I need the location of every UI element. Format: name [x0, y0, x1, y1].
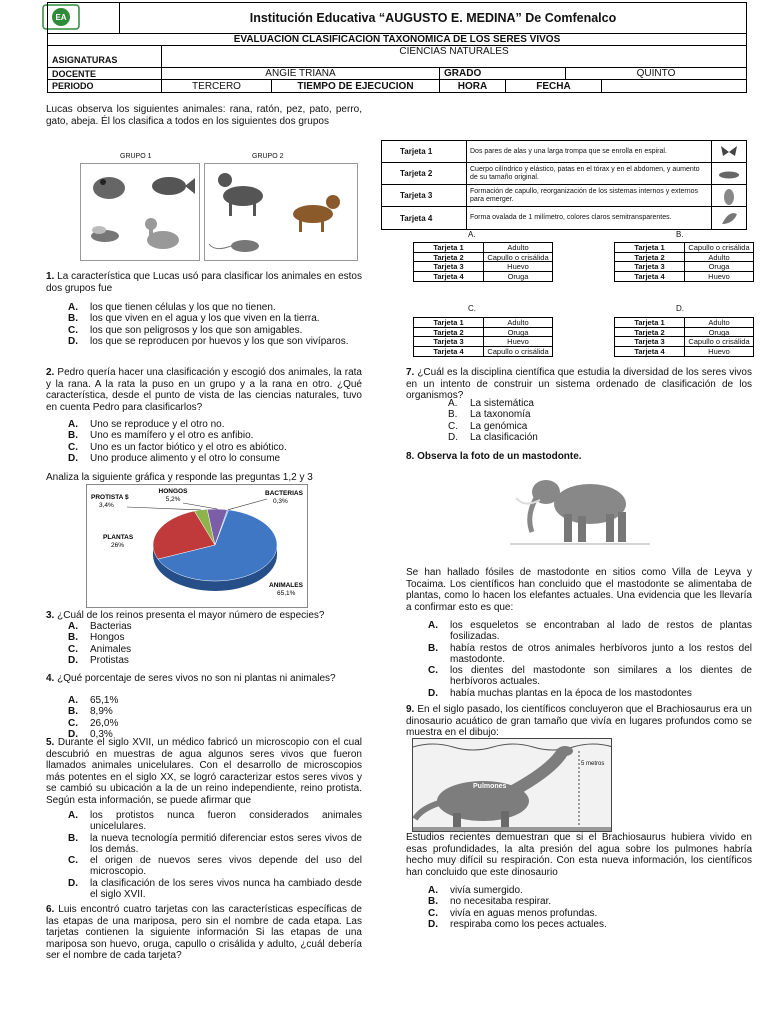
- card-row-1: Tarjeta 1 Dos pares de alas y una larga trompa que se enrolla en espiral.: [382, 141, 746, 163]
- hour-label: HORA: [440, 80, 506, 92]
- q4-option-d[interactable]: D. 0,3%: [68, 728, 113, 740]
- pie-leader-bacterias: [228, 499, 267, 510]
- q9-option-a[interactable]: A. vivía sumergido.: [428, 885, 523, 896]
- q7-option-b[interactable]: B. La taxonomía: [448, 409, 531, 421]
- lungs-label: Pulmones: [473, 783, 507, 790]
- pie-label-bacterias: BACTERIAS: [265, 490, 303, 497]
- q1-options: [68, 302, 362, 347]
- pie-chart-svg: [87, 485, 307, 607]
- q1-option-d[interactable]: D. los que se reproducen por huevos y los que son vivíparos.: [68, 335, 349, 347]
- date-value[interactable]: [602, 80, 746, 92]
- butterfly-icon: [719, 144, 739, 160]
- brachiosaurus-image: [412, 738, 612, 832]
- q1-option-b[interactable]: B. los que viven en el agua y los que viven en la tierra.: [68, 313, 320, 325]
- chart-intro: Analiza la siguiente gráfica y responde las preguntas 1,2 y 3: [46, 472, 313, 483]
- group2-animals-icon: [205, 164, 357, 260]
- q3-option-c[interactable]: C. Animales: [68, 643, 132, 655]
- q7-option-c[interactable]: C. La genómica: [448, 420, 528, 432]
- group2-label: GRUPO 2: [252, 153, 284, 160]
- q2-option-c[interactable]: C. Uno es un factor biótico y el otro es abiótico.: [68, 441, 287, 453]
- caterpillar-icon: [718, 168, 740, 180]
- q8-title: 8. Observa la foto de un mastodonte.: [406, 451, 582, 462]
- q1-text: 1. La característica que Lucas usó para clasificar los animales en estos dos grupos fue: [46, 271, 362, 294]
- q9-text: 9. En el siglo pasado, los científicos concluyeron que el Brachiosaurus era un dinosaurio acuático de gran tamaño que vivía en lugares profundos como se muestra en el dibujo:: [406, 704, 752, 738]
- group1-animals-icon: [81, 164, 199, 260]
- q2-options: [68, 419, 362, 464]
- q5-option-c[interactable]: C. el origen de nuevos seres vivos depende del uso del microscopio.: [68, 855, 362, 878]
- grade-label: GRADO: [440, 68, 566, 79]
- q5-options: [68, 810, 362, 900]
- q7-option-d[interactable]: D. La clasificación: [448, 431, 538, 443]
- q5-text: 5. Durante el siglo XVII, un médico fabricó un microscopio con el cual descubrió en muestras de agua algunos seres vivos que fueron llamados animales unicelulares. Con el desarrollo de microscopios más potentes en el siglo XX, se logró caracterizar estos seres vivos y se cambió su ubicación a la de un reino independiente, reino protista. Según esta información, se puede afirmar que: [46, 737, 362, 806]
- evaluation-title: EVALUACION CLASIFICACION TAXONOMICA DE LOS SERES VIVOS: [233, 34, 561, 45]
- teacher-label: DOCENTE: [48, 68, 162, 79]
- subject-label: ASIGNATURAS: [48, 46, 162, 67]
- group1-box: [80, 163, 200, 261]
- time-label: TIEMPO DE EJECUCION: [272, 80, 440, 92]
- opt-b-title: B.: [676, 230, 684, 239]
- institution-name: Institución Educativa “AUGUSTO E. MEDINA” De Comfenalco: [249, 11, 617, 25]
- svg-text:EA: EA: [55, 13, 67, 22]
- header-table: [47, 2, 747, 93]
- q2-option-d[interactable]: D. Uno produce alimento y el otro lo consume: [68, 452, 281, 464]
- q8-option-a[interactable]: A. los esqueletos se encontraban al lado de restos de plantas fosilizadas.: [428, 620, 752, 643]
- answer-table-c[interactable]: Tarjeta 1 Adulto Tarjeta 2 Oruga Tarjeta 3 Huevo Tarjeta 4 Capullo o crisálida: [413, 317, 553, 357]
- q2-option-b[interactable]: B. Uno es mamífero y el otro es anfibio.: [68, 430, 254, 442]
- q1-option-a[interactable]: A. los que tienen células y los que no tienen.: [68, 302, 276, 313]
- opt-a-title: A.: [468, 230, 476, 239]
- pie-value-protista: 3,4%: [99, 502, 114, 509]
- q9-body: Estudios recientes demuestran que si el Brachiosaurus hubiera vivido en esas profundidades, la alta presión del agua sobre los pulmones habría hecho muy difícil su respiración. Con esta nueva información, los científicos han concluido que este dinosaurio: [406, 832, 752, 878]
- q8-option-b[interactable]: B. había restos de otros animales herbívoros junto a los restos del mastodonte.: [428, 642, 752, 665]
- q3-option-b[interactable]: B. Hongos: [68, 632, 125, 644]
- card-row-4: Tarjeta 4 Forma ovalada de 1 milímetro, colores claros semitransparentes.: [382, 207, 746, 229]
- kingdoms-pie-chart: [86, 484, 308, 608]
- opt-d-title: D.: [676, 304, 684, 313]
- pie-value-plantas: 26%: [111, 542, 125, 549]
- q8-option-d[interactable]: D. había muchas plantas en la época de los mastodontes: [428, 687, 692, 699]
- q2-text: 2. Pedro quería hacer una clasificación y escogió dos animales, la rata y la rana. A la rata la puso en un grupo y a la rana en otro. ¿Qué característica, desde el punto de vista de las ciencias naturales, tuvo en cuenta Pedro para clasificarlos?: [46, 367, 362, 413]
- pie-label-plantas: PLANTAS: [103, 534, 134, 541]
- answer-table-b[interactable]: Tarjeta 1 Capullo o crisálida Tarjeta 2 Adulto Tarjeta 3 Oruga Tarjeta 4 Huevo: [614, 242, 754, 282]
- chrysalis-icon: [719, 187, 739, 205]
- q7-text: 7. ¿Cuál es la disciplina científica que estudia la diversidad de los seres vivos en un intento de construir un sistema ordenado de clasificación de los organismos?: [406, 367, 752, 401]
- q6-text: 6. Luis encontró cuatro tarjetas con las características específicas de las etapas de una mariposa, pero sin el nombre de cada etapa. Las tarjetas contienen la siguiente información Si las etapas de una mariposa son huevo, oruga, capullo o crisálida y adulto, ¿cuál debería ser el nombre de cada tarjeta?: [46, 904, 362, 961]
- period-label: PERIODO: [48, 80, 162, 92]
- q7-options: [448, 398, 698, 443]
- subject-value: CIENCIAS NATURALES: [399, 46, 509, 57]
- butterfly-cards-table: [381, 140, 747, 230]
- group2-box: [204, 163, 358, 261]
- answer-table-a[interactable]: Tarjeta 1 Adulto Tarjeta 2 Capullo o crisálida Tarjeta 3 Huevo Tarjeta 4 Oruga: [413, 242, 553, 282]
- mastodon-image: [510, 468, 650, 550]
- q9-option-d[interactable]: D. respiraba como los peces actuales.: [428, 918, 607, 930]
- egg-leaf-icon: [719, 210, 739, 226]
- pie-value-bacterias: 0,3%: [273, 498, 288, 505]
- q3-option-d[interactable]: D. Protistas: [68, 654, 129, 666]
- date-label: FECHA: [506, 80, 602, 92]
- pie-value-hongos: 5,2%: [165, 496, 181, 503]
- group1-label: GRUPO 1: [120, 153, 152, 160]
- q9-option-b[interactable]: B. no necesitaba respirar.: [428, 896, 552, 908]
- animal-groups-image: [80, 153, 358, 261]
- q5-option-d[interactable]: D. la clasificación de los seres vivos nunca ha cambiado desde el siglo XVII.: [68, 877, 362, 901]
- grade-value: QUINTO: [636, 68, 676, 79]
- q3-text: 3. ¿Cuál de los reinos presenta el mayor número de especies?: [46, 610, 325, 621]
- card-row-2: Tarjeta 2 Cuerpo cilíndrico y elástico, patas en el tórax y en el abdomen, y aumento de su tamaño original.: [382, 163, 746, 185]
- depth-label: 5 metros: [581, 761, 605, 767]
- q1-intro: Lucas observa los siguientes animales: rana, ratón, pez, pato, perro, gato, abeja. Él los clasifica a todos en los siguientes dos grupos: [46, 104, 362, 127]
- period-value: TERCERO: [162, 80, 272, 92]
- q5-option-a[interactable]: A. los protistos nunca fueron considerados animales unicelulares.: [68, 810, 362, 833]
- pie-value-animales: 65,1%: [277, 590, 296, 597]
- q3-options: [68, 621, 362, 666]
- pie-leader-protista: [127, 507, 201, 510]
- q5-option-b[interactable]: B. la nueva tecnología permitió diferenciar estos seres vivos de los demás.: [68, 832, 362, 855]
- q3-option-a[interactable]: A. Bacterias: [68, 621, 132, 632]
- q4-option-b[interactable]: B. 8,9%: [68, 706, 113, 718]
- card-row-3: Tarjeta 3 Formación de capullo, reorganización de los sistemas internos y externos para emerger.: [382, 185, 746, 207]
- pie-label-hongos: HONGOS: [158, 488, 188, 495]
- q4-option-c[interactable]: C. 26,0%: [68, 717, 119, 729]
- q1-option-c[interactable]: C. los que son peligrosos y los que son amigables.: [68, 324, 303, 336]
- q2-option-a[interactable]: A. Uno se reproduce y el otro no.: [68, 419, 225, 430]
- q8-options: [428, 620, 752, 699]
- q9-options: [428, 885, 752, 930]
- q8-option-c[interactable]: C. los dientes del mastodonte son similares a los dientes de herbívoros actuales.: [428, 665, 752, 688]
- pie-label-protista: PROTISTA $: [91, 494, 129, 501]
- q4-option-a[interactable]: A. 65,1%: [68, 695, 119, 706]
- q9-option-c[interactable]: C. vivía en aguas menos profundas.: [428, 907, 598, 919]
- q4-options: [68, 695, 362, 740]
- mastodon-icon: [510, 468, 650, 550]
- brachiosaurus-icon: [413, 739, 612, 832]
- answer-table-d[interactable]: Tarjeta 1 Adulto Tarjeta 2 Oruga Tarjeta 3 Capullo o crisálida Tarjeta 4 Huevo: [614, 317, 754, 357]
- pie-leader-hongos: [183, 503, 217, 509]
- q7-option-a[interactable]: A. La sistemática: [448, 398, 534, 409]
- teacher-value: ANGIE TRIANA: [162, 68, 440, 79]
- pie-label-animales: ANIMALES: [269, 582, 303, 589]
- opt-c-title: C.: [468, 304, 476, 313]
- q8-text: Se han hallado fósiles de mastodonte en sitios como Villa de Leyva y Tocaima. Los científicos han concluido que el mastodonte se alimentaba de plantas, como lo hacen los elefantes actuales. Una evidencia que les llevaría a confirmar esto es que:: [406, 567, 752, 613]
- q4-text: 4. ¿Qué porcentaje de seres vivos no son ni plantas ni animales?: [46, 673, 336, 684]
